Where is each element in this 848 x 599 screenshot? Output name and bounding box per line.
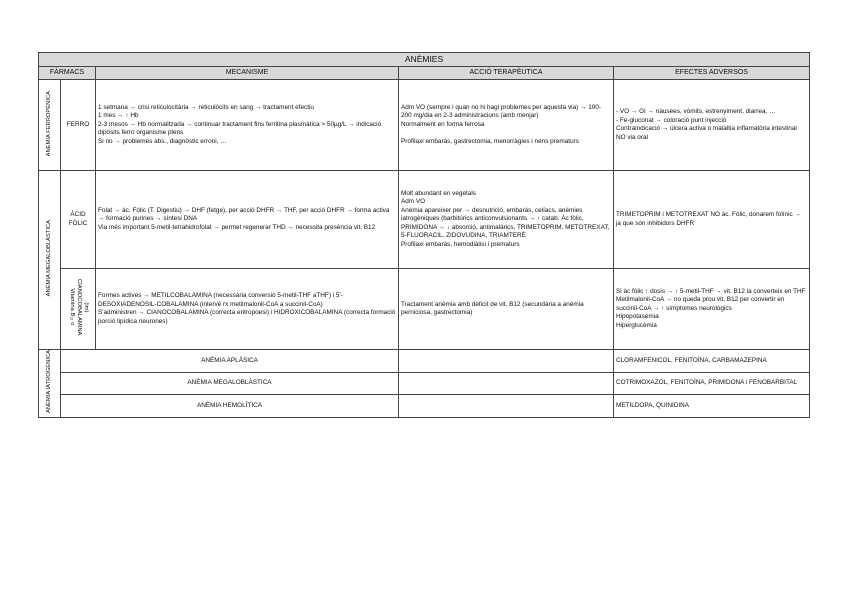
iatro-name: ANÈMIA MEGALOBLÀSTICA (61, 372, 399, 395)
iatro-accio-empty (399, 372, 614, 395)
table-row-iatro-hemolitica (39, 395, 810, 418)
table-title: ANÈMIES (39, 53, 810, 67)
iatro-name: ANÈMIA APLÀSICA (61, 350, 399, 373)
folic-mecanisme: Folat → àc. Fòlic (T. Digestiu) → DHF (fetge), per acció DHFR → THF, per acció DHFR → forma activa → formació purines → síntesi DNA Via més important 5-metil-tetrahidrofolat → permet regenerar THD → necessita presència vit. B12 (96, 171, 399, 269)
table-row-b12 (39, 269, 810, 350)
table-row-iatro-megaloblastica (39, 372, 810, 395)
ferro-accio: Adm VO (sempre i quan no hi hagi problemes per aquesta via) → 100-200 mg/dia en 2-3 administracions (amb menjar) Normalment en forma ferrosa Profilaxi embaràs, gastrectomia, menorràgies i nens prematurs (399, 80, 614, 171)
drug-ferro: FERRO (61, 80, 96, 171)
folic-accio: Molt abundant en vegetals Adm VO Anèmia apareixer per → desnutrició, embaràs, celíacs, anèmies iatrogèniques (barbitúrics anticonvulsionants → ↑ catab. Àc fòlic, PRIMIDONA → ↓ absorció, antimalàrics, TRIMETOPRIM, METOTREXAT, 5-FLUORACIL, ZIDOVUDINA, TRIAMTERÈ Profilaxi embaràs, hemodiàlisi i prematurs (399, 171, 614, 269)
iatro-name: ANÈMIA HEMOLÍTICA (61, 395, 399, 418)
iatro-accio-empty (399, 395, 614, 418)
header-accio: ACCIÓ TERAPÈUTICA (399, 67, 614, 80)
iatro-efectes: CLORAMFENICOL, FENITOÏNA, CARBAMAZEPINA (614, 350, 810, 373)
ferro-mecanisme: 1 setmana → crisi reticulocitària → reticulòcits en sang → tractament efectiu 1 mes → ↑ Hb 2-3 mesos → Hb normalitzada → continuar tractament fins ferritina plasmàtica > 50µg/L → indicació dipòsits ferro organisme plens Si no → problemes abs., diagnòstic erroni, … (96, 80, 399, 171)
drug-vitamina-b12: Vitamina B₁₂ o CIANOCOBALAMINA (im) (61, 269, 96, 350)
b12-mecanisme: Formes actives → METILCOBALAMINA (necessària conversió 5-metil-THF aTHF) i 5'-DESOXIADENOSIL-COBALAMINA (intervé rx metilmalonil-CoA a succinil-CoA) S'administren → CIANOCOBALAMINA (correcta eritropoesi) i HIDROXICOBALAMINA (correcta formació porció lipídica neurones) (96, 269, 399, 350)
table-row-iatro-aplasica (39, 350, 810, 373)
group-label-megaloblastica: ANÈMIA MEGALOBLÀSTICA (39, 171, 61, 350)
header-farmacs: FÀRMACS (39, 67, 96, 80)
b12-efectes: Si àc fòlic ↑ dosis → ↑ 5-metil-THF → vit. B12 la converteix en THF Metilmalonil-CoA → no queda prou vit. B12 per convertir en succinil-CoA → ↑ símptomes neurològics Hipopotasèmia Hiperglucèmia (614, 269, 810, 350)
anemies-table (38, 52, 810, 418)
group-label-iatrogenica: ANÈMIA IATROGÈNICA (39, 350, 61, 418)
folic-efectes: TRIMETOPRIM i METOTREXAT NO àc. Fòlic, donarem folínic → ja que són inhibidors DHFR (614, 171, 810, 269)
header-efectes: EFECTES ADVERSOS (614, 67, 810, 80)
iatro-efectes: COTRIMOXAZOL, FENITOÏNA, PRIMIDONA i FENOBARBITAL (614, 372, 810, 395)
drug-acid-folic: ÀCID FÒLIC (61, 171, 96, 269)
header-mecanisme: MECANISME (96, 67, 399, 80)
ferro-efectes: - VO → GI → nàusees, vòmits, estrenyiment, diarrea, … - Fe-gluconat → coloració punt injecció Contraindicació → úlcera activa o malaltia inflamatòria intestinal NO via oral (614, 80, 810, 171)
table-row-folic (39, 171, 810, 269)
iatro-efectes: METILDOPA, QUINIDINA (614, 395, 810, 418)
table-row-ferro (39, 80, 810, 171)
group-label-ferropenica: ANÈMIA FERROPÈNICA (39, 80, 61, 171)
b12-accio: Tractament anèmia amb dèficit de vit. B12 (secundària a anèmia perniciosa, gastrectomia) (399, 269, 614, 350)
iatro-accio-empty (399, 350, 614, 373)
